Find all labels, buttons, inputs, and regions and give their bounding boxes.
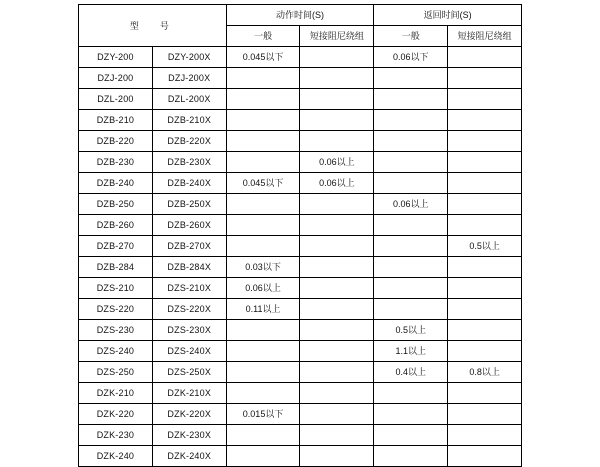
cell-action-damped <box>300 278 374 299</box>
cell-action-normal <box>226 362 300 383</box>
cell-model-a: DZY-200 <box>79 47 153 68</box>
table-row <box>79 362 522 383</box>
cell-model-b: DZB-220X <box>152 131 226 152</box>
cell-return-damped <box>448 446 522 467</box>
cell-return-normal: 0.5以上 <box>374 320 448 341</box>
cell-return-damped <box>448 215 522 236</box>
cell-return-normal: 1.1以上 <box>374 341 448 362</box>
cell-action-normal <box>226 215 300 236</box>
cell-return-normal <box>374 446 448 467</box>
cell-model-b: DZB-284X <box>152 257 226 278</box>
cell-model-b: DZB-230X <box>152 152 226 173</box>
cell-model-a: DZB-210 <box>79 110 153 131</box>
cell-action-damped <box>300 299 374 320</box>
cell-return-damped <box>448 152 522 173</box>
cell-return-normal <box>374 215 448 236</box>
cell-return-normal <box>374 89 448 110</box>
cell-model-b: DZB-240X <box>152 173 226 194</box>
cell-model-a: DZK-210 <box>79 383 153 404</box>
cell-action-normal: 0.045以下 <box>226 173 300 194</box>
cell-action-normal <box>226 194 300 215</box>
relay-timing-table <box>78 4 522 467</box>
cell-return-normal <box>374 404 448 425</box>
cell-return-normal <box>374 110 448 131</box>
cell-action-damped <box>300 110 374 131</box>
table-row <box>79 446 522 467</box>
cell-action-damped <box>300 89 374 110</box>
table-row <box>79 341 522 362</box>
cell-action-normal <box>226 68 300 89</box>
cell-action-normal <box>226 383 300 404</box>
cell-return-damped <box>448 110 522 131</box>
cell-action-normal: 0.03以下 <box>226 257 300 278</box>
cell-action-damped: 0.06以上 <box>300 173 374 194</box>
cell-return-damped <box>448 89 522 110</box>
cell-return-normal <box>374 152 448 173</box>
cell-action-normal: 0.11以上 <box>226 299 300 320</box>
cell-return-normal <box>374 236 448 257</box>
cell-model-a: DZJ-200 <box>79 68 153 89</box>
cell-action-normal: 0.06以上 <box>226 278 300 299</box>
cell-model-b: DZK-240X <box>152 446 226 467</box>
cell-return-damped <box>448 425 522 446</box>
cell-return-normal: 0.06以下 <box>374 47 448 68</box>
cell-action-damped <box>300 446 374 467</box>
header-return-normal: 一般 <box>374 26 448 47</box>
cell-model-a: DZB-230 <box>79 152 153 173</box>
cell-action-damped: 0.06以上 <box>300 152 374 173</box>
cell-return-damped <box>448 194 522 215</box>
cell-return-damped <box>448 131 522 152</box>
cell-model-a: DZS-210 <box>79 278 153 299</box>
cell-model-a: DZB-284 <box>79 257 153 278</box>
cell-action-normal <box>226 320 300 341</box>
cell-model-b: DZY-200X <box>152 47 226 68</box>
cell-return-normal <box>374 173 448 194</box>
cell-return-damped <box>448 257 522 278</box>
cell-action-normal <box>226 89 300 110</box>
cell-model-b: DZJ-200X <box>152 68 226 89</box>
cell-return-damped <box>448 341 522 362</box>
header-action-damped: 短接阻尼绕组 <box>300 26 374 47</box>
cell-action-normal <box>226 152 300 173</box>
cell-action-normal <box>226 131 300 152</box>
cell-return-normal <box>374 383 448 404</box>
cell-model-a: DZB-250 <box>79 194 153 215</box>
table-row <box>79 194 522 215</box>
table-row <box>79 236 522 257</box>
header-model: 型 号 <box>79 5 227 47</box>
table-row <box>79 404 522 425</box>
cell-return-normal <box>374 299 448 320</box>
cell-model-a: DZK-220 <box>79 404 153 425</box>
table-row <box>79 383 522 404</box>
cell-model-a: DZS-240 <box>79 341 153 362</box>
cell-action-damped <box>300 194 374 215</box>
table-body <box>79 47 522 467</box>
header-action-normal: 一般 <box>226 26 300 47</box>
cell-return-normal <box>374 131 448 152</box>
cell-return-damped <box>448 278 522 299</box>
table-row <box>79 278 522 299</box>
cell-action-damped <box>300 131 374 152</box>
cell-action-damped <box>300 404 374 425</box>
cell-action-damped <box>300 425 374 446</box>
header-action-time: 动作时间(S) <box>226 5 374 26</box>
cell-model-a: DZK-230 <box>79 425 153 446</box>
cell-model-a: DZB-270 <box>79 236 153 257</box>
table-row <box>79 68 522 89</box>
cell-model-b: DZB-210X <box>152 110 226 131</box>
table-row <box>79 110 522 131</box>
cell-return-normal: 0.4以上 <box>374 362 448 383</box>
table-header <box>79 5 522 47</box>
cell-model-b: DZS-230X <box>152 320 226 341</box>
table-row <box>79 215 522 236</box>
cell-action-damped <box>300 257 374 278</box>
cell-return-damped <box>448 47 522 68</box>
table-row <box>79 152 522 173</box>
cell-model-a: DZB-240 <box>79 173 153 194</box>
table-row <box>79 320 522 341</box>
cell-model-b: DZS-240X <box>152 341 226 362</box>
cell-return-normal: 0.06以上 <box>374 194 448 215</box>
table-row <box>79 257 522 278</box>
cell-model-b: DZB-270X <box>152 236 226 257</box>
cell-return-damped <box>448 383 522 404</box>
cell-action-damped <box>300 215 374 236</box>
cell-action-damped <box>300 236 374 257</box>
cell-return-damped: 0.5以上 <box>448 236 522 257</box>
cell-action-damped <box>300 383 374 404</box>
cell-model-a: DZB-220 <box>79 131 153 152</box>
cell-return-damped <box>448 68 522 89</box>
cell-action-normal <box>226 110 300 131</box>
table-row <box>79 89 522 110</box>
cell-return-normal <box>374 68 448 89</box>
cell-model-a: DZS-220 <box>79 299 153 320</box>
cell-model-b: DZB-250X <box>152 194 226 215</box>
cell-model-a: DZB-260 <box>79 215 153 236</box>
header-return-damped: 短接阻尼绕组 <box>448 26 522 47</box>
cell-action-damped <box>300 341 374 362</box>
table-row <box>79 425 522 446</box>
cell-action-damped <box>300 47 374 68</box>
cell-model-a: DZK-240 <box>79 446 153 467</box>
cell-model-b: DZK-210X <box>152 383 226 404</box>
cell-action-normal <box>226 425 300 446</box>
cell-return-normal <box>374 425 448 446</box>
cell-return-damped <box>448 404 522 425</box>
table-header-row-top <box>79 5 522 26</box>
cell-model-b: DZS-220X <box>152 299 226 320</box>
cell-return-damped <box>448 173 522 194</box>
cell-return-damped <box>448 299 522 320</box>
cell-model-a: DZS-230 <box>79 320 153 341</box>
cell-model-b: DZB-260X <box>152 215 226 236</box>
table-row <box>79 131 522 152</box>
header-return-time: 返回时间(S) <box>374 5 522 26</box>
cell-model-b: DZS-210X <box>152 278 226 299</box>
cell-action-normal <box>226 446 300 467</box>
cell-action-normal <box>226 236 300 257</box>
cell-action-damped <box>300 320 374 341</box>
cell-model-a: DZL-200 <box>79 89 153 110</box>
cell-model-b: DZS-250X <box>152 362 226 383</box>
table-row <box>79 299 522 320</box>
cell-model-b: DZK-220X <box>152 404 226 425</box>
table-row <box>79 47 522 68</box>
cell-model-b: DZK-230X <box>152 425 226 446</box>
cell-return-damped: 0.8以上 <box>448 362 522 383</box>
cell-model-b: DZL-200X <box>152 89 226 110</box>
cell-action-normal: 0.015以下 <box>226 404 300 425</box>
cell-action-damped <box>300 68 374 89</box>
table-row <box>79 173 522 194</box>
cell-action-normal <box>226 341 300 362</box>
cell-action-damped <box>300 362 374 383</box>
cell-return-normal <box>374 278 448 299</box>
cell-return-normal <box>374 257 448 278</box>
cell-model-a: DZS-250 <box>79 362 153 383</box>
cell-action-normal: 0.045以下 <box>226 47 300 68</box>
cell-return-damped <box>448 320 522 341</box>
